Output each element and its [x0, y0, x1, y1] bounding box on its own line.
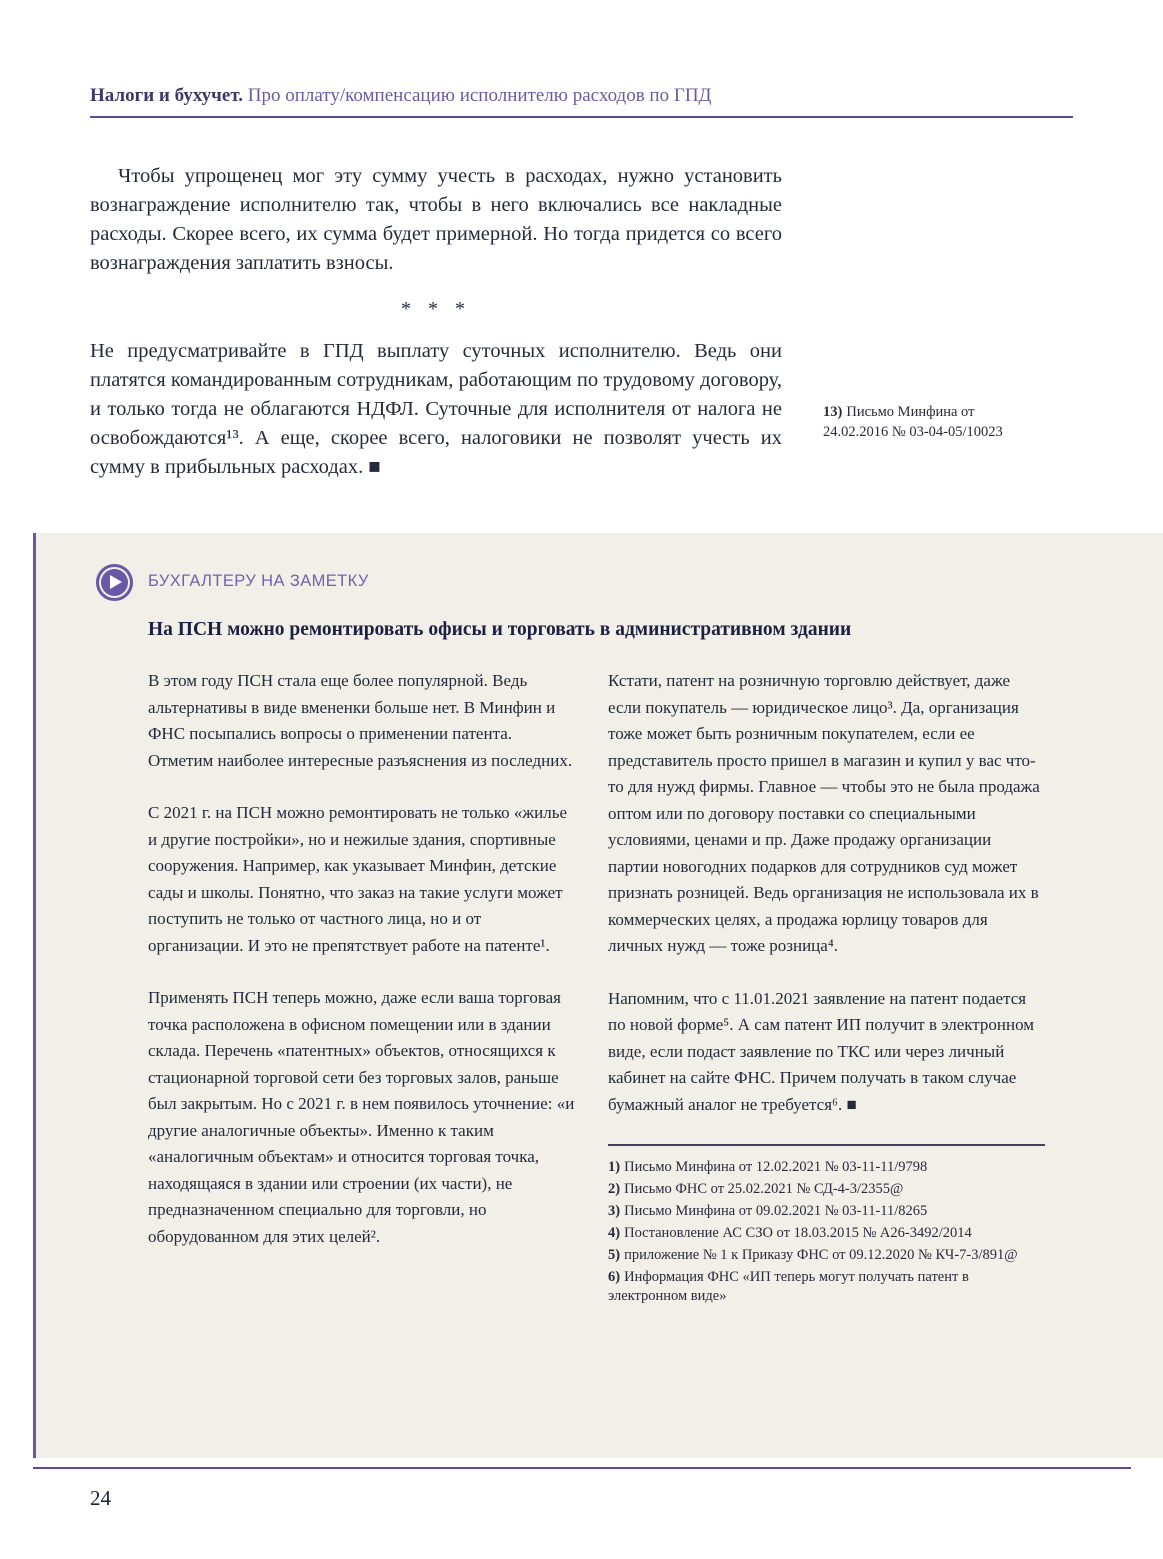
note-title: На ПСН можно ремонтировать офисы и торговать в административном здании — [148, 619, 852, 640]
section-name: Налоги и бухучет. — [90, 85, 243, 106]
footnote-item — [608, 1268, 1045, 1306]
footnote-text: Письмо ФНС от 25.02.2021 № СД-4-3/2355@ — [624, 1181, 904, 1197]
page-number: 24 — [90, 1486, 111, 1510]
footnote-text: приложение № 1 к Приказу ФНС от 09.12.2020 № КЧ-7-3/891@ — [624, 1247, 1018, 1263]
note-paragraph: Кстати, патент на розничную торговлю действует, даже если покупатель — юридическое лицо³. Да, организация тоже может быть розничным покупателем, если ее представитель просто пришел в магазин и купил у вас что-то для нужд фирмы. Главное — чтобы это не была продажа оптом или по договору поставки со специальными условиями, ценами и пр. Даже продажу организации партии новогодних подарков для сотрудников суд может признать розницей. Ведь организация не использовала их в коммерческих целях, а продажа юрлицу товаров для личных нужд — тоже розница⁴. — [608, 671, 1040, 955]
footer-rule — [33, 1467, 1131, 1469]
footnote-number: 13) — [823, 404, 843, 420]
footnote-number: 2) — [608, 1181, 621, 1197]
note-paragraph: В этом году ПСН стала еще более популярной. Ведь альтернативы в виде вмененки больше нет. В Минфин и ФНС посыпались вопросы о применении патента. Отметим наиболее интересные разъяснения из последних. — [148, 671, 573, 770]
article-paragraph-1: Чтобы упрощенец мог эту сумму учесть в расходах, нужно установить вознаграждение исполнителю так, чтобы в него включались все накладные расходы. Скорее всего, их сумма будет примерной. Но тогда придется со всего вознаграждения заплатить взносы. — [90, 165, 782, 274]
play-triangle-icon — [110, 575, 122, 589]
footnote-item — [608, 1180, 1045, 1199]
footnote-text: Постановление АС СЗО от 18.03.2015 № А26-3492/2014 — [624, 1225, 972, 1241]
footnote-item — [608, 1202, 1045, 1221]
two-column-layout — [148, 668, 1076, 1309]
footnote-text: Письмо Минфина от 12.02.2021 № 03-11-11/9798 — [624, 1159, 928, 1175]
play-icon — [96, 564, 133, 601]
footnote-number: 3) — [608, 1203, 621, 1219]
note-paragraph: Применять ПСН теперь можно, даже если ваша торговая точка расположена в офисном помещении или в здании склада. Перечень «патентных» объектов, относящихся к стационарной торговой сети без торговых залов, раньше был закрытым. Но с 2021 г. в нем появилось уточнение: «и другие аналогичные объекты». Именно к таким «аналогичным объектам» и относится торговая точка, находящаяся в здании или строении (их части), не предназначенном специально для торговли, но оборудованном для этих целей². — [148, 988, 575, 1246]
note-kicker: БУХГАЛТЕРУ НА ЗАМЕТКУ — [148, 572, 369, 590]
margin-footnote-13 — [823, 403, 1041, 442]
footnote-number: 6) — [608, 1269, 621, 1285]
footnote-number: 5) — [608, 1247, 621, 1263]
note-content — [148, 617, 1076, 1309]
footnote-text: Письмо Минфина от 09.02.2021 № 03-11-11/8265 — [624, 1203, 928, 1219]
footnote-item — [608, 1158, 1045, 1177]
left-column — [148, 668, 580, 1309]
right-column — [608, 668, 1045, 1309]
header-rule — [90, 116, 1073, 118]
footnotes-list — [608, 1158, 1045, 1306]
note-paragraph: С 2021 г. на ПСН можно ремонтировать не только «жилье и другие постройки», но и нежилые здания, спортивные сооружения. Например, как указывает Минфин, детские сады и школы. Понятно, что заказ на такие услуги может поступить не только от частного лица, но и от организации. И это не препятствует работе на патенте¹. — [148, 803, 568, 955]
footnote-text: Письмо Минфина от 24.02.2016 № 03-04-05/10023 — [823, 404, 1003, 440]
footnote-item — [608, 1224, 1045, 1243]
article-title: Про оплату/компенсацию исполнителю расходов по ГПД — [242, 85, 712, 106]
section-separator: * * * — [401, 298, 471, 320]
footnote-text: Информация ФНС «ИП теперь могут получать патент в электронном виде» — [608, 1269, 969, 1304]
article-body — [90, 162, 782, 482]
running-head — [90, 84, 1080, 108]
article-paragraph-2: Не предусматривайте в ГПД выплату суточных исполнителю. Ведь они платятся командированным сотрудникам, работающим по трудовому договору, и только тогда не облагаются НДФЛ. Суточные для исполнителя от налога не освобождаются¹³. А еще, скорее всего, налоговики не позволят учесть их сумму в прибыльных расходах. ■ — [90, 340, 782, 478]
footnote-number: 1) — [608, 1159, 621, 1175]
footnote-number: 4) — [608, 1225, 621, 1241]
note-box — [33, 533, 1163, 1458]
note-paragraph: Напомним, что с 11.01.2021 заявление на патент подается по новой форме⁵. А сам патент ИП получит в электронном виде, если подаст заявление по ТКС или через личный кабинет на сайте ФНС. Причем получать в таком случае бумажный аналог не требуется⁶. ■ — [608, 988, 1035, 1114]
footnote-item — [608, 1246, 1045, 1265]
footnotes-divider — [608, 1144, 1045, 1146]
